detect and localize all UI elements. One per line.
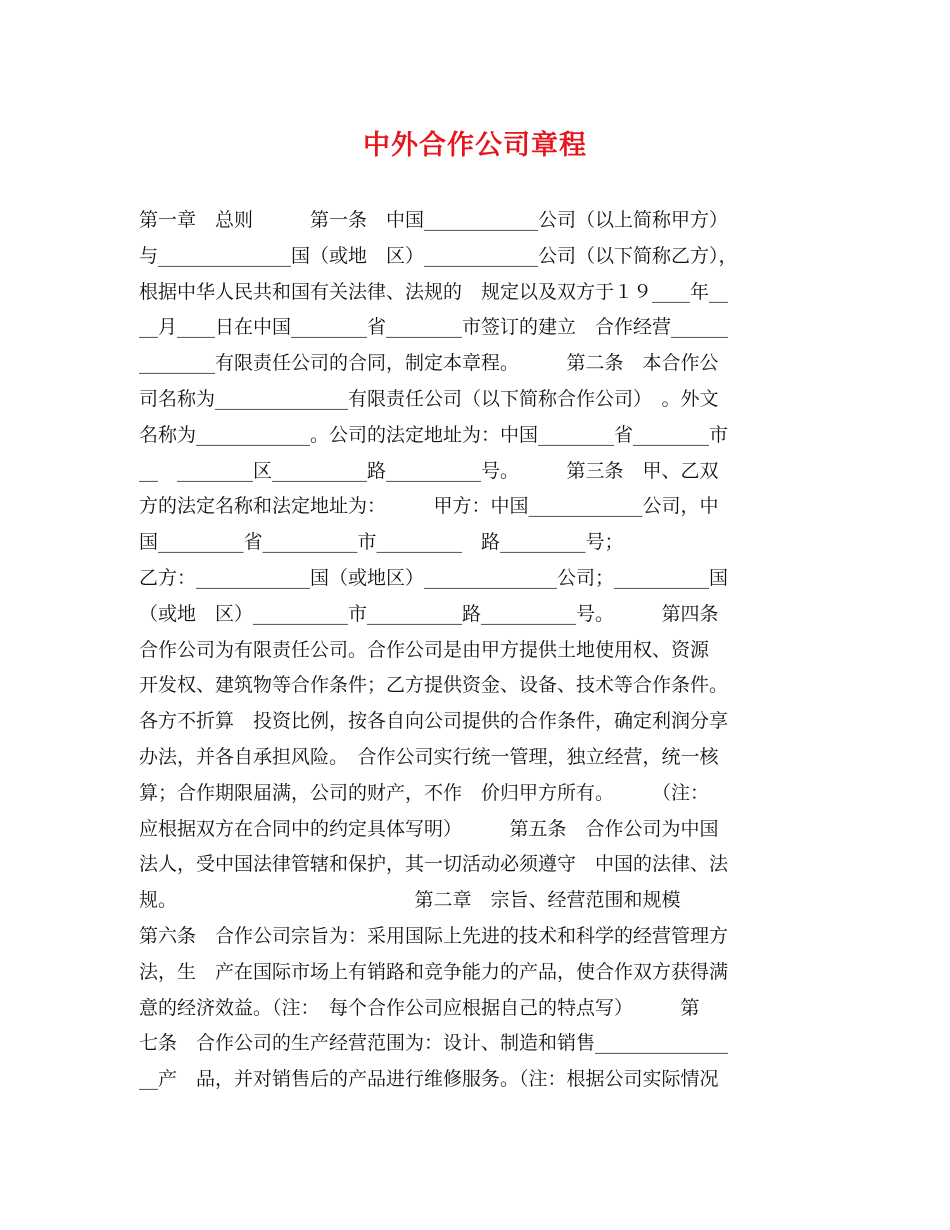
body-line: 根据中华人民共和国有关法律、法规的 规定以及双方于１９____年__ [139,280,729,303]
document-body [139,203,815,1098]
body-line: 第六条 合作公司宗旨为：采用国际上先进的技术和科学的经营管理方 [139,924,729,947]
body-line: 算；合作期限届满，公司的财产，不作 价归甲方所有。 （注： [139,781,710,804]
body-line: 司名称为______________有限责任公司（以下简称合作公司） 。外文 [139,387,719,410]
body-line: 第一章 总则 第一条 中国____________公司（以上简称甲方） [139,209,729,231]
body-line: 意的经济效益。（注： 每个合作公司应根据自己的特点写） 第 [139,996,700,1019]
body-line: 应根据双方在合同中的约定具体写明） 第五条 合作公司为中国 [139,817,719,840]
body-line: 与______________国（或地 区）____________公司（以下简称乙方）， [139,244,738,267]
body-line: ________有限责任公司的合同，制定本章程。 第二条 本合作公 [139,352,719,375]
body-line: 方的法定名称和法定地址为： 甲方：中国____________公司，中 [139,495,719,518]
body-line: 各方不折算 投资比例，按各自向公司提供的合作条件，确定利润分享 [139,710,729,733]
body-line: 七条 合作公司的生产经营范围为：设计、制造和销售______________ [139,1032,729,1055]
body-line: 合作公司为有限责任公司。合作公司是由甲方提供土地使用权、资源 [139,638,710,661]
body-line: __ ________区__________路__________号。 第三条 甲、乙双 [139,459,719,482]
body-line: 名称为____________。公司的法定地址为：中国________省________市 [139,423,729,446]
body-line: 办法，并各自承担风险。 合作公司实行统一管理，独立经营，统一核 [139,745,719,768]
body-line: 乙方：____________国（或地区）______________公司；__________国 [139,566,729,589]
body-line: 国_________省__________市_________ 路_________号； [139,531,624,554]
body-line: 法，生 产在国际市场上有销路和竞争能力的产品，使合作双方获得满 [139,960,729,983]
body-line: __产 品，并对销售后的产品进行维修服务。（注：根据公司实际情况 [139,1068,719,1091]
body-line: __月____日在中国________省________市签订的建立 合作经营______ [139,316,729,339]
body-line: 法人，受中国法律管辖和保护，其一切活动必须遵守 中国的法律、法 [139,853,729,876]
body-line: 规。 第二章 宗旨、经营范围和规模 [139,889,681,912]
document-title: 中外合作公司章程 [363,130,587,161]
body-line: 开发权、建筑物等合作条件；乙方提供资金、设备、技术等合作条件。 [139,674,729,697]
body-line: （或地 区）__________市__________路__________号。 第四条 [139,602,719,625]
